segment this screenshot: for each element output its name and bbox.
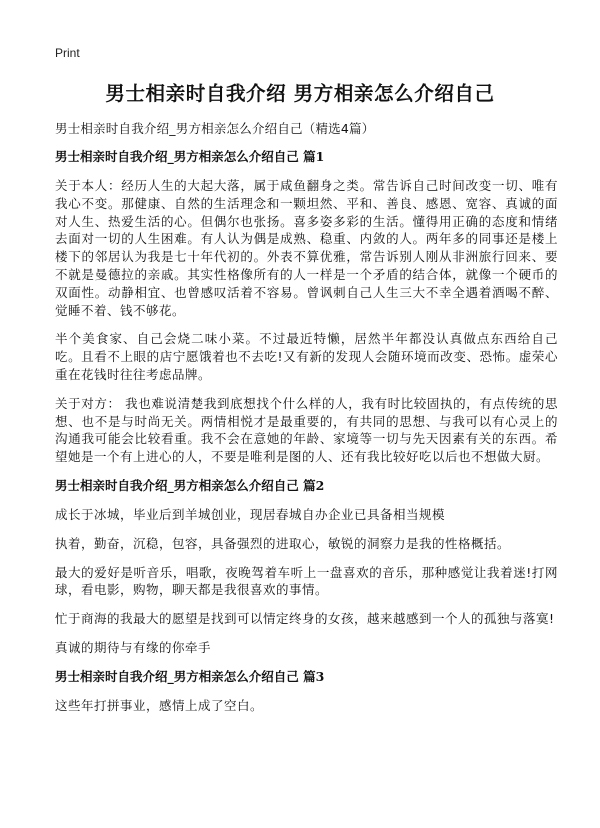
document-body	[55, 120, 558, 726]
section-heading: 男士相亲时自我介绍_男方相亲怎么介绍自己 篇2	[55, 477, 325, 493]
paragraph: 忙于商海的我最大的愿望是找到可以情定终身的女孩，越来越感到一个人的孤独与落寞!	[55, 611, 555, 627]
page-title: 男士相亲时自我介绍 男方相亲怎么介绍自己	[105, 82, 495, 105]
print-link[interactable]: Print	[55, 46, 80, 60]
paragraph: 执着，勤奋，沉稳，包容，具备强烈的进取心，敏锐的洞察力是我的性格概括。	[55, 535, 511, 551]
paragraph: 关于对方： 我也难说清楚我到底想找个什么样的人，我有时比较固执的，有点传统的思想、也不是与时尚无关。两情相悦才是最重要的，有共同的思想、与我可以有心灵上的沟通我可能会比较看重。我不会在意她的年龄、家境等一切与先天因素有关的东西。希望她是一个有上进心的人，不要是唯利是图的人、还有我比较好吃以后也不想做大厨。	[55, 395, 558, 465]
paragraph: 最大的爱好是听音乐，唱歌，夜晚驾着车听上一盘喜欢的音乐，那种感觉让我着迷!打网球，看电影，购物，聊天都是我很喜欢的事情。	[55, 564, 558, 598]
paragraph: 真诚的期待与有缘的你牵手	[55, 639, 212, 655]
paragraph: 关于本人：经历人生的大起大落，属于咸鱼翻身之类。常告诉自己时间改变一切、唯有我心不变。那健康、自然的生活理念和一颗坦然、平和、善良、感恩、宽容、真诚的面对人生、热爱生活的心。但偶尔也张扬。喜多姿多彩的生活。懂得用正确的态度和情绪去面对一切的人生困难。有人认为偶是成熟、稳重、内敛的人。两年多的同事还是楼上楼下的邻居认为我是七十年代初的。外表不算优雅，常告诉别人刚从非洲旅行回来、要不就是曼德拉的亲戚。其实性格像所有的人一样是一个矛盾的结合体，就像一个硬币的双面性。动静相宜、也曾感叹活着不容易。曾讽刺自己人生三大不幸全遇着酒喝不醉、觉睡不着、钱不够花。	[55, 178, 558, 318]
section-2	[55, 477, 558, 657]
section-3	[55, 668, 558, 715]
section-heading: 男士相亲时自我介绍_男方相亲怎么介绍自己 篇1	[55, 149, 325, 164]
document-subtitle: 男士相亲时自我介绍_男方相亲怎么介绍自己（精选4篇）	[55, 121, 375, 136]
paragraph: 成长于冰城，毕业后到羊城创业，现居春城自办企业已具备相当规模	[55, 506, 446, 522]
section-heading: 男士相亲时自我介绍_男方相亲怎么介绍自己 篇3	[55, 668, 325, 684]
section-1	[55, 148, 558, 466]
paragraph: 这些年打拼事业，感情上成了空白。	[55, 697, 264, 713]
paragraph: 半个美食家、自己会烧二味小菜。不过最近特懒，居然半年都没认真做点东西给自己吃。且看不上眼的店宁愿饿着也不去吃!又有新的发现人会随环境而改变、恐怖。虚荣心重在花钱时往往考虑品牌。	[55, 331, 558, 382]
